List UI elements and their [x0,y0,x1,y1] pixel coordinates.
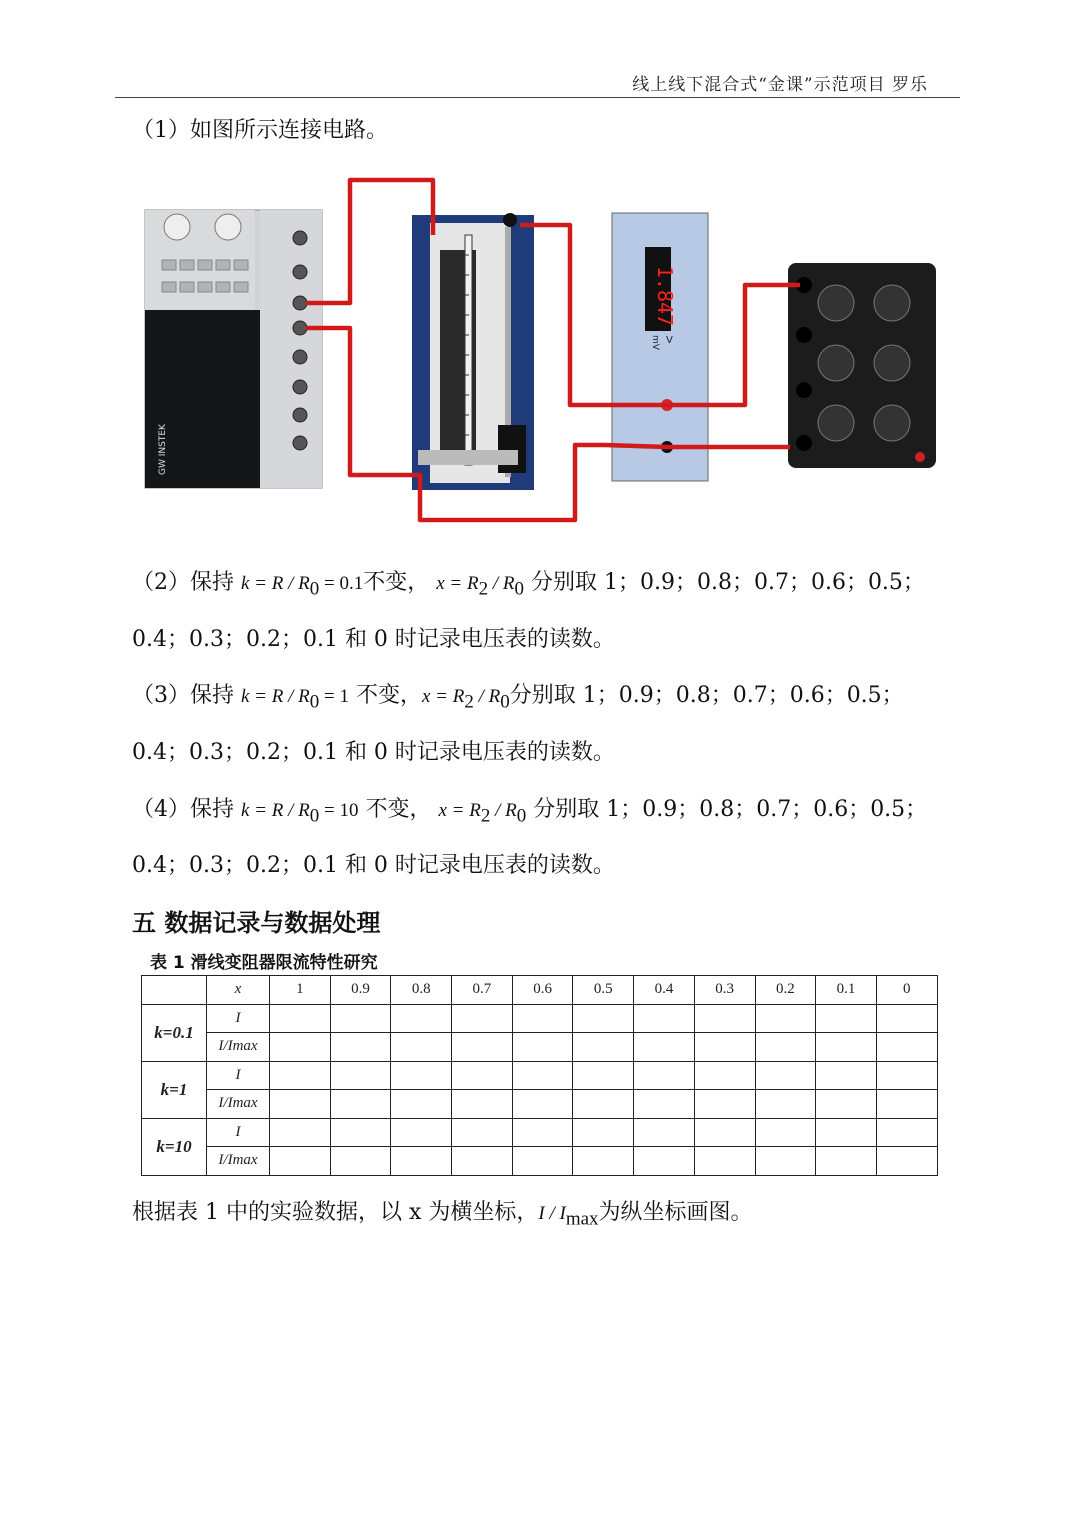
empty-data-cell [512,1090,573,1119]
empty-data-cell [755,1061,816,1090]
empty-data-cell [330,1090,391,1119]
slide-rheostat [412,213,534,490]
empty-data-cell [755,1147,816,1176]
voltmeter-unit-v: V [666,335,673,346]
empty-data-cell [330,1147,391,1176]
empty-data-cell [816,1061,877,1090]
x-value-cell: 0 [876,976,937,1005]
header-title: 线上线下混合式“金课”示范项目 罗乐 [632,75,928,95]
empty-data-cell [573,1033,634,1062]
empty-data-cell [755,1033,816,1062]
empty-data-cell [330,1118,391,1147]
empty-data-cell [330,1061,391,1090]
step-1: （1）如图所示连接电路。 [132,118,388,143]
quantity-label: I [207,1004,270,1033]
x-value-cell: 0.8 [391,976,452,1005]
empty-data-cell [573,1147,634,1176]
empty-data-cell [391,1061,452,1090]
empty-data-cell [694,1061,755,1090]
step-2: （2）保持 $k = R / R_0 = 0.1$不变， $x = R_2 / R_0$ 分别取 1；0.9；0.8；0.7；0.6；0.5； [132,570,925,600]
empty-data-cell [694,1147,755,1176]
empty-data-cell [452,1004,513,1033]
empty-data-cell [634,1061,695,1090]
step-2-cont: 0.4；0.3；0.2；0.1 和 0 时记录电压表的读数。 [132,627,615,652]
table-row [142,1118,938,1147]
empty-data-cell [573,1090,634,1119]
empty-data-cell [512,1033,573,1062]
circuit-figure [140,175,940,525]
empty-data-cell [694,1118,755,1147]
empty-data-cell [694,1090,755,1119]
table-row [142,1061,938,1090]
empty-data-cell [876,1061,937,1090]
step-4: （4）保持 $k = R / R_0 = 10$ 不变， $x = R_2 / R_0$ 分别取 1；0.9；0.8；0.7；0.6；0.5； [132,797,928,827]
x-value-cell: 0.3 [694,976,755,1005]
x-value-cell: 0.6 [512,976,573,1005]
empty-data-cell [391,1033,452,1062]
x-value-cell: 0.2 [755,976,816,1005]
empty-data-cell [270,1118,331,1147]
digital-voltmeter [612,213,708,481]
empty-data-cell [634,1118,695,1147]
empty-data-cell [573,1061,634,1090]
empty-data-cell [876,1118,937,1147]
table-row [142,1147,938,1176]
empty-data-cell [391,1118,452,1147]
psu-brand: GW INSTEK [158,424,168,475]
empty-data-cell [270,1004,331,1033]
x-value-cell: 0.5 [573,976,634,1005]
x-value-cell: 0.4 [634,976,695,1005]
voltmeter-unit-mv: mV [650,335,660,350]
x-value-cell: 1 [270,976,331,1005]
empty-data-cell [876,1033,937,1062]
empty-data-cell [876,1090,937,1119]
empty-data-cell [816,1033,877,1062]
empty-data-cell [452,1118,513,1147]
empty-data-cell [270,1061,331,1090]
empty-data-cell [391,1004,452,1033]
header-divider [115,97,960,98]
table-row [142,1033,938,1062]
x-value-cell: 0.9 [330,976,391,1005]
quantity-label: I [207,1061,270,1090]
empty-data-cell [452,1090,513,1119]
quantity-label: I/Imax [207,1033,270,1062]
empty-data-cell [270,1033,331,1062]
step-3: （3）保持 $k = R / R_0 = 1$ 不变，$x = R_2 / R_0$分别取 1；0.9；0.8；0.7；0.6；0.5； [132,683,904,713]
empty-data-cell [755,1090,816,1119]
empty-data-cell [512,1147,573,1176]
table-row [142,1004,938,1033]
power-supply [145,210,322,488]
table-header-row [142,976,938,1005]
x-value-cell: 0.7 [452,976,513,1005]
quantity-label: I/Imax [207,1090,270,1119]
quantity-label: I/Imax [207,1147,270,1176]
x-header-cell: x [207,976,270,1005]
empty-data-cell [755,1118,816,1147]
table-row [142,1090,938,1119]
step-3-cont: 0.4；0.3；0.2；0.1 和 0 时记录电压表的读数。 [132,740,615,765]
k-group-label: k=10 [142,1118,207,1175]
connection-wires [306,180,800,520]
empty-data-cell [634,1004,695,1033]
empty-data-cell [755,1004,816,1033]
table-caption: 表 1 滑线变阻器限流特性研究 [150,953,378,973]
empty-data-cell [634,1033,695,1062]
empty-data-cell [330,1004,391,1033]
x-value-cell: 0.1 [816,976,877,1005]
empty-data-cell [270,1147,331,1176]
empty-data-cell [452,1147,513,1176]
empty-data-cell [816,1090,877,1119]
empty-data-cell [573,1118,634,1147]
voltmeter-reading: 1.847 [653,265,677,327]
table-corner-cell [142,976,207,1005]
data-table [141,975,938,1176]
empty-data-cell [876,1147,937,1176]
resistance-box [788,263,936,468]
conclusion: 根据表 1 中的实验数据，以 x 为横坐标，I / $I_{max}$为纵坐标画图。 [132,1200,753,1230]
empty-data-cell [694,1004,755,1033]
empty-data-cell [634,1090,695,1119]
k-group-label: k=1 [142,1061,207,1118]
empty-data-cell [452,1061,513,1090]
quantity-label: I [207,1118,270,1147]
empty-data-cell [816,1004,877,1033]
empty-data-cell [512,1118,573,1147]
empty-data-cell [876,1004,937,1033]
empty-data-cell [330,1033,391,1062]
empty-data-cell [816,1118,877,1147]
empty-data-cell [391,1147,452,1176]
k-group-label: k=0.1 [142,1004,207,1061]
empty-data-cell [270,1090,331,1119]
empty-data-cell [512,1061,573,1090]
step-4-cont: 0.4；0.3；0.2；0.1 和 0 时记录电压表的读数。 [132,853,615,878]
empty-data-cell [391,1090,452,1119]
empty-data-cell [634,1147,695,1176]
empty-data-cell [512,1004,573,1033]
empty-data-cell [694,1033,755,1062]
empty-data-cell [816,1147,877,1176]
empty-data-cell [452,1033,513,1062]
section-title: 五 数据记录与数据处理 [132,909,381,937]
empty-data-cell [573,1004,634,1033]
